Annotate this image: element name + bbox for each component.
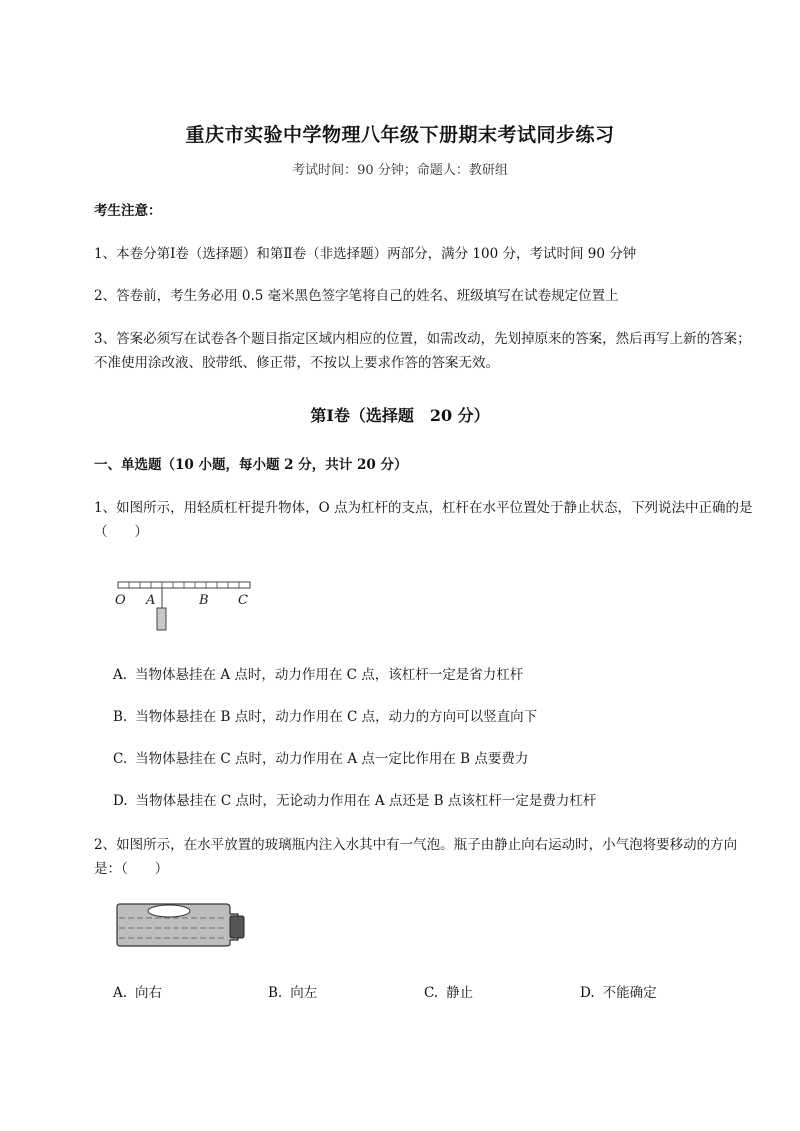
option-letter: A.	[113, 667, 128, 683]
option-a[interactable]	[113, 983, 162, 1003]
option-text: 向左	[290, 985, 318, 1001]
option-letter: D.	[580, 985, 595, 1001]
option-letter: D.	[113, 793, 128, 809]
bottle-figure	[114, 900, 248, 950]
question-stem: 2、如图所示，在水平放置的玻璃瓶内注入水其中有一气泡。瓶子由静止向右运动时，小气泡将要移动的方向是：（ ）	[94, 837, 738, 877]
notice-item: 1、本卷分第Ⅰ卷（选择题）和第Ⅱ卷（非选择题）两部分，满分 100 分，考试时间 90 分钟	[94, 246, 637, 262]
option-text: 不能确定	[602, 985, 657, 1001]
option-letter: C.	[424, 985, 439, 1001]
option-text: 当物体悬挂在 C 点时，无论动力作用在 A 点还是 B 点该杠杆一定是费力杠杆	[135, 793, 597, 809]
notice-item: 3、答案必须写在试卷各个题目指定区域内相应的位置，如需改动，先划掉原来的答案，然后再写上新的答案；不准使用涂改液、胶带纸、修正带，不按以上要求作答的答案无效。	[94, 331, 751, 371]
notice-item: 2、答卷前，考生务必用 0.5 毫米黑色签字笔将自己的姓名、班级填写在试卷规定位置上	[94, 288, 619, 304]
lever-figure	[110, 578, 260, 636]
part-heading: 一、单选题（10 小题，每小题 2 分，共计 20 分）	[94, 457, 408, 473]
point-label-a: A	[146, 593, 156, 608]
section-title: 第Ⅰ卷（选择题 20 分）	[310, 406, 490, 425]
point-label-b: B	[199, 593, 209, 608]
option-letter: A.	[113, 985, 128, 1001]
option-text: 向右	[135, 985, 163, 1001]
option-d[interactable]	[113, 791, 596, 811]
page-title: 重庆市实验中学物理八年级下册期末考试同步练习	[185, 124, 615, 146]
notice-heading: 考生注意：	[94, 203, 162, 219]
option-letter: C.	[113, 751, 128, 767]
option-c[interactable]	[113, 749, 528, 769]
option-a[interactable]	[113, 665, 523, 685]
option-text: 当物体悬挂在 B 点时，动力作用在 C 点，动力的方向可以竖直向下	[135, 709, 538, 725]
option-d[interactable]	[580, 983, 657, 1003]
point-label-c: C	[238, 593, 248, 608]
exam-info: 考试时间：90 分钟；命题人：教研组	[292, 163, 508, 178]
option-text: 当物体悬挂在 A 点时，动力作用在 C 点，该杠杆一定是省力杠杆	[135, 667, 524, 683]
option-c[interactable]	[424, 983, 473, 1003]
option-letter: B.	[113, 709, 128, 725]
question-stem: 1、如图所示，用轻质杠杆提升物体，O 点为杠杆的支点，杠杆在水平位置处于静止状态，下列说法中正确的是（ ）	[94, 500, 753, 540]
option-text: 当物体悬挂在 C 点时，动力作用在 A 点一定比作用在 B 点要费力	[135, 751, 529, 767]
option-b[interactable]	[113, 707, 537, 727]
option-letter: B.	[268, 985, 283, 1001]
option-b[interactable]	[268, 983, 317, 1003]
point-label-o: O	[115, 593, 126, 608]
option-text: 静止	[446, 985, 474, 1001]
